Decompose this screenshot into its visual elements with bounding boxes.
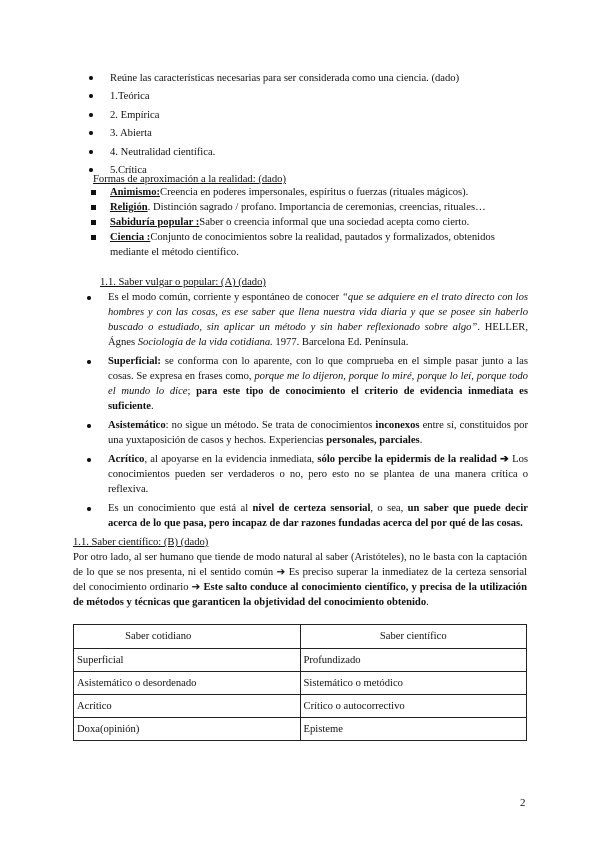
text: . [150,401,154,412]
emphasis: Este salto conduce al conocimiento científico, y precisa de la utilización de métodos y técnicas que garanticen la objetividad del conocimiento obtenido [73,582,527,608]
section-title-vulgar: 1.1. Saber vulgar o popular: (A) (dado) [100,277,266,288]
text: : no sigue un método. Se trata de conocimientos [165,420,376,431]
list-item [108,418,528,448]
table-cell: Sistemático o metódico [300,672,527,695]
definition: . Distinción sagrado / profano. Importancia de ceremonias, creencias, rituales… [147,202,486,213]
list-item [110,215,530,230]
term: Asistemático [108,420,166,431]
section-title-formas: Formas de aproximación a la realidad: (dado) [93,174,286,185]
text: Los conocimientos pueden ser verdaderos o no, pero esto no se plantea de una manera crítica o reflexiva. [108,454,529,495]
table-cell: Profundizado [300,649,527,672]
table-cell: Acrítico [74,695,301,718]
term: Superficial: [108,356,161,367]
text: ; [187,386,197,397]
list-item [108,452,528,497]
text: Es un conocimiento que está al [108,503,253,514]
table-header: Saber científico [300,625,527,649]
text: Por otro lado, al ser humano que tiende de modo natural al saber (Aristóteles), no le basta con la captación de lo que se nos presenta, ni el sentido común [73,552,527,578]
text: Es el modo común, corriente y espontáneo de conocer [108,292,343,303]
arrow-icon: ➔ [496,454,509,465]
table-row [74,718,527,741]
term: Acrítico [108,454,145,465]
text: Es preciso superar la inmediatez de la certeza sensorial del conocimiento ordinario [73,567,527,593]
list-item: Reúne las características necesarias para ser considerada como una ciencia. (dado) [110,70,550,88]
list-item [110,230,530,260]
list-item [108,290,528,350]
list-item [108,501,528,531]
table-cell: Episteme [300,718,527,741]
text: , o sea, [370,503,408,514]
emphasis: para este tipo de conocimiento el criterio de evidencia inmediata es suficiente [108,386,528,412]
text: entre sí, constituidos por una yuxtaposición de casos y hechos. Experiencias [108,420,529,446]
term: Ciencia : [110,232,151,243]
table-row [74,695,527,718]
emphasis: nivel de certeza sensorial [252,503,371,514]
formas-list [110,185,530,260]
table-cell: Asistemático o desordenado [74,672,301,695]
paragraph-cientifico [73,550,527,610]
list-item: 3. Abierta [110,125,550,143]
list-item: 5.Crítica [110,162,550,180]
table-row [74,649,527,672]
table-row [74,672,527,695]
emphasis: un saber que puede decir acerca de lo que pasa, pero incapaz de dar razones fundadas acerca del por qué de las cosas. [108,503,528,529]
definition: Creencia en poderes impersonales, espíritus o fuerzas (rituales mágicos). [160,187,469,198]
quote: “que se adquiere en el trato directo con los hombres y con las cosas, es ese saber que llena nuestra vida diaria y que se posee sin haberlo buscado o estudiado, sin aplicar un método y sin haber reflexionado sobre algo” [108,292,528,333]
table-header-row [74,625,527,649]
table-cell: Crítico o autocorrectivo [300,695,527,718]
text: . [419,435,423,446]
emphasis: personales, parciales [326,435,420,446]
comparison-table [73,624,527,741]
quote: porque me lo dijeron, porque lo miré, porque lo leí, porque todo el mundo lo dice [108,371,528,397]
arrow-icon: ➔ [191,582,201,593]
text: . HELLER, Ágnes [108,322,529,348]
list-item [110,185,530,200]
list-item: 4. Neutralidad científica. [110,144,550,162]
text: . [426,597,429,608]
emphasis: inconexos [375,420,420,431]
arrow-icon: ➔ [276,567,286,578]
table-header: Saber cotidiano [74,625,301,649]
section-title-cientifico: 1.1. Saber científico: (B) (dado) [73,537,209,548]
vulgar-list [108,290,528,535]
table-cell: Superficial [74,649,301,672]
list-item [110,200,530,215]
definition: Saber o creencia informal que una sociedad acepta como cierto. [199,217,470,228]
list-item: 2. Empírica [110,107,550,125]
text: se conforma con lo aparente, con lo que comprueba en el simple pasar junto a las cosas. Se expresa en frases como, [108,356,528,382]
text: 1977. Barcelona Ed. Península. [272,337,409,348]
page-number: 2 [520,797,526,809]
emphasis: sólo percibe la epidermis de la realidad [317,454,497,465]
requirements-list [110,70,550,180]
term: Animismo: [110,187,161,198]
book-title: Sociología de la vida cotidiana. [137,337,273,348]
text: , al apoyarse en la evidencia inmediata, [144,454,318,465]
term: Religión [110,202,148,213]
term: Sabiduría popular : [110,217,200,228]
list-item [108,354,528,414]
definition: Conjunto de conocimientos sobre la realidad, pautados y formalizados, obtenidos mediante el método científico. [110,232,495,258]
list-item: 1.Teórica [110,88,550,106]
table-cell: Doxa(opinión) [74,718,301,741]
